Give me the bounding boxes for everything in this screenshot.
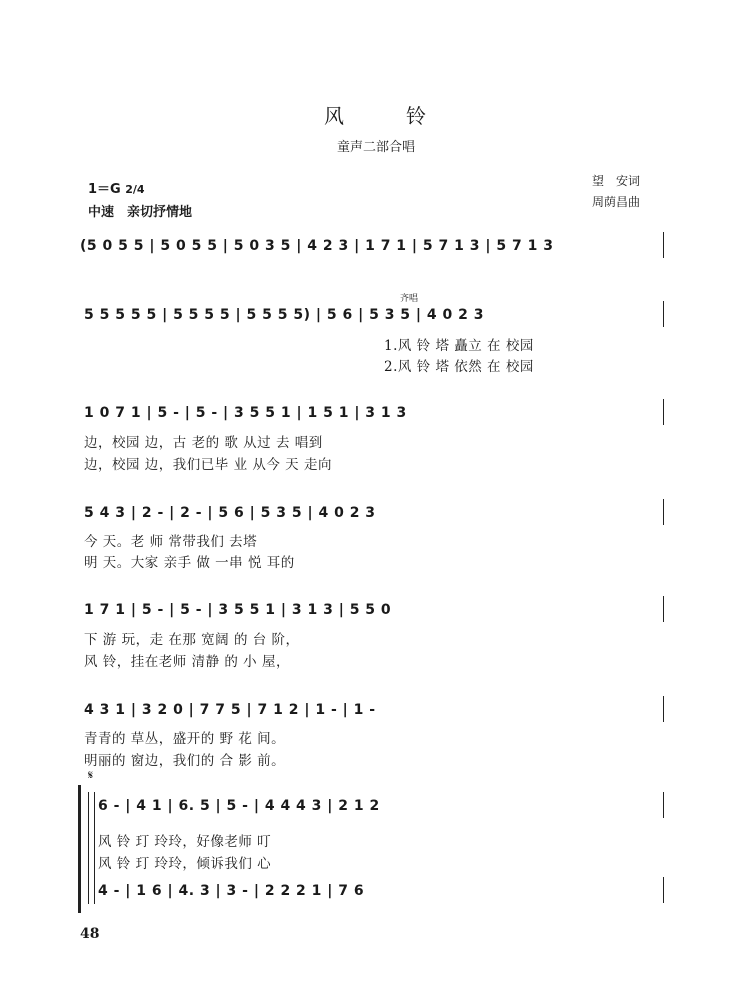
score-row-8-notes: 4 - | 1 6 | 4. 3 | 3 - | 2 2 2 1 | 7 6 [98, 883, 365, 899]
unison-marking: 齐唱 [400, 294, 419, 304]
part-bracket [78, 785, 85, 913]
song-title [0, 100, 752, 129]
row-3-lyrics-verse-2: 边，校园 边，我们已毕 业 从今 天 走向 [84, 457, 332, 473]
time-signature: 2/4 [125, 183, 145, 196]
section-start-double-barline [88, 792, 95, 904]
row-6-lyrics-verse-2: 明丽的 窗边，我们的 合 影 前。 [84, 753, 286, 769]
key-signature: 1＝G 2/4 [88, 182, 145, 197]
row-2-lyrics-verse-1: 1.风 铃 塔 矗立 在 校园 [384, 338, 534, 354]
score-row-2-notes: 5 5 5 5 5 | 5 5 5 5 | 5 5 5 5) | 5 6 | 5 3 5 | 4 0 2 3 [84, 307, 484, 323]
lyricist-credit: 望 安词 [592, 174, 641, 188]
row-6-lyrics-verse-1: 青青的 草丛，盛开的 野 花 间。 [84, 731, 286, 747]
song-subtitle: 童声二部合唱 [336, 140, 415, 155]
score-row-4-notes: 5 4 3 | 2 - | 2 - | 5 6 | 5 3 5 | 4 0 2 3 [84, 505, 376, 521]
composer-credit: 周荫昌曲 [592, 195, 641, 209]
score-row-7-notes: 6 - | 4 1 | 6. 5 | 5 - | 4 4 4 3 | 2 1 2 [98, 798, 380, 814]
score-row-1-notes: (5 0 5 5 | 5 0 5 5 | 5 0 3 5 | 4 2 3 | 1 7 1 | 5 7 1 3 | 5 7 1 3 [80, 238, 554, 254]
tempo-marking: 中速 亲切抒情地 [88, 205, 193, 220]
row-4-lyrics-verse-2: 明 天。大家 亲手 做 一串 悦 耳的 [84, 555, 295, 571]
row-2-end-barline [663, 301, 664, 327]
row-4-end-barline [663, 499, 664, 525]
row-5-lyrics-verse-2: 风 铃，挂在老师 清静 的 小 屋， [84, 654, 290, 670]
row-7-lyrics-verse-1: 风 铃 玎 玲玲，好像老师 叮 [98, 834, 272, 850]
row-7-end-barline [663, 792, 664, 818]
title-char-2: 铃 [406, 104, 428, 128]
row-5-lyrics-verse-1: 下 游 玩，走 在那 宽阔 的 台 阶， [84, 632, 300, 648]
title-char-1: 风 [324, 104, 346, 128]
score-row-6-notes: 4 3 1 | 3 2 0 | 7 7 5 | 7 1 2 | 1 - | 1 - [84, 702, 376, 718]
row-2-lyrics-verse-2: 2.风 铃 塔 依然 在 校园 [384, 359, 534, 375]
row-7-lyrics-verse-2: 风 铃 玎 玲玲，倾诉我们 心 [98, 856, 272, 872]
score-row-5-notes: 1 7 1 | 5 - | 5 - | 3 5 5 1 | 3 1 3 | 5 5 0 [84, 602, 392, 618]
segno-sign: 𝄋 [88, 768, 94, 782]
row-4-lyrics-verse-1: 今 天。老 师 常带我们 去塔 [84, 534, 258, 550]
score-row-3-notes: 1 0 7 1 | 5 - | 5 - | 3 5 5 1 | 1 5 1 | 3 1 3 [84, 405, 407, 421]
row-5-end-barline [663, 596, 664, 622]
row-6-end-barline [663, 696, 664, 722]
row-3-lyrics-verse-1: 边，校园 边，古 老的 歌 从过 去 唱到 [84, 435, 323, 451]
row-3-end-barline [663, 399, 664, 425]
row-1-end-barline [663, 232, 664, 258]
row-8-end-barline [663, 877, 664, 903]
page-number: 48 [80, 926, 100, 942]
